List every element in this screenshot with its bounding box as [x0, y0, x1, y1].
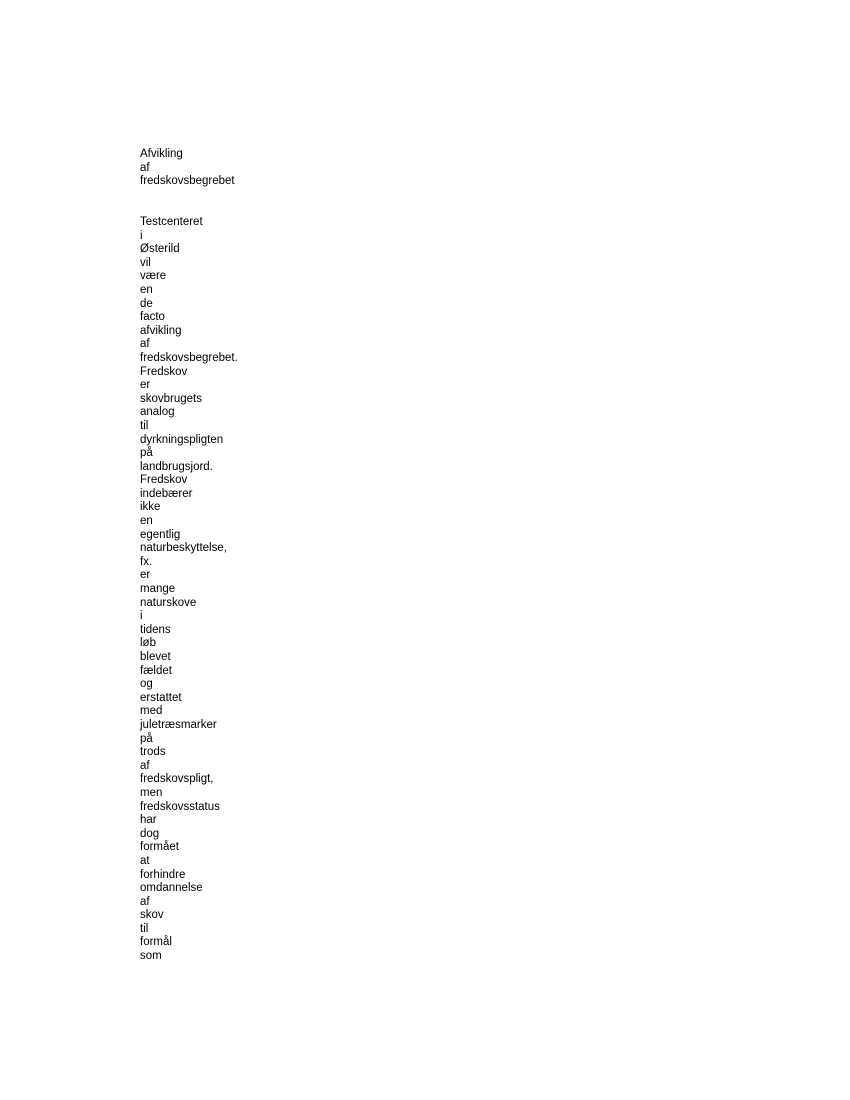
body-paragraph	[140, 216, 238, 964]
section-heading	[140, 148, 235, 189]
body-word: og	[140, 678, 153, 691]
body-word: Østerild	[140, 243, 180, 256]
body-word: de	[140, 297, 153, 310]
body-word: er	[140, 569, 151, 582]
body-word: en	[140, 283, 153, 296]
body-word: en	[140, 515, 153, 528]
body-word: være	[140, 270, 167, 283]
body-word: fredskovspligt,	[140, 773, 214, 786]
body-word: har	[140, 814, 157, 827]
body-word: til	[140, 922, 149, 935]
body-word: er	[140, 379, 151, 392]
body-word: afvikling	[140, 324, 182, 337]
body-word: Testcenteret	[140, 216, 203, 228]
body-word: dyrkningspligten	[140, 433, 224, 446]
body-word: fredskovsstatus	[140, 800, 220, 813]
body-word: Fredskov	[140, 474, 188, 487]
body-word: med	[140, 705, 163, 718]
body-word: fældet	[140, 664, 172, 677]
body-word: egentlig	[140, 528, 181, 541]
body-word: fx.	[140, 555, 153, 568]
heading-word: af	[140, 161, 150, 174]
body-word: skovbrugets	[140, 392, 203, 405]
body-word: mange	[140, 583, 176, 596]
body-word: af	[140, 338, 150, 351]
body-word: naturskove	[140, 596, 197, 609]
body-word: formål	[140, 936, 172, 949]
body-word: tidens	[140, 623, 171, 636]
body-word: at	[140, 854, 150, 867]
body-word: dog	[140, 827, 160, 840]
heading-word: Afvikling	[140, 148, 183, 160]
body-word: vil	[140, 256, 151, 269]
body-word: i	[140, 229, 143, 242]
body-word: på	[140, 447, 153, 460]
body-word: som	[140, 950, 162, 963]
body-word: facto	[140, 311, 165, 324]
body-word: ikke	[140, 501, 161, 514]
body-word: erstattet	[140, 691, 182, 704]
body-word: omdannelse	[140, 882, 203, 895]
heading-word: fredskovsbegrebet	[140, 175, 235, 188]
body-word: naturbeskyttelse,	[140, 542, 227, 555]
body-word: Fredskov	[140, 365, 188, 378]
body-word: landbrugsjord.	[140, 460, 213, 473]
body-word: af	[140, 895, 150, 908]
body-word: af	[140, 759, 150, 772]
body-word: til	[140, 419, 149, 432]
body-word: juletræsmarker	[140, 718, 217, 731]
body-word: forhindre	[140, 868, 186, 881]
body-word: indebærer	[140, 487, 193, 500]
body-word: blevet	[140, 651, 171, 663]
body-word: formået	[140, 841, 179, 854]
body-word: trods	[140, 746, 166, 759]
body-word: på	[140, 732, 153, 745]
body-word: i	[140, 610, 143, 623]
body-word: skov	[140, 909, 164, 922]
body-word: løb	[140, 637, 156, 650]
body-word: men	[140, 786, 163, 799]
body-word: fredskovsbegrebet.	[140, 351, 238, 364]
body-word: analog	[140, 406, 175, 419]
